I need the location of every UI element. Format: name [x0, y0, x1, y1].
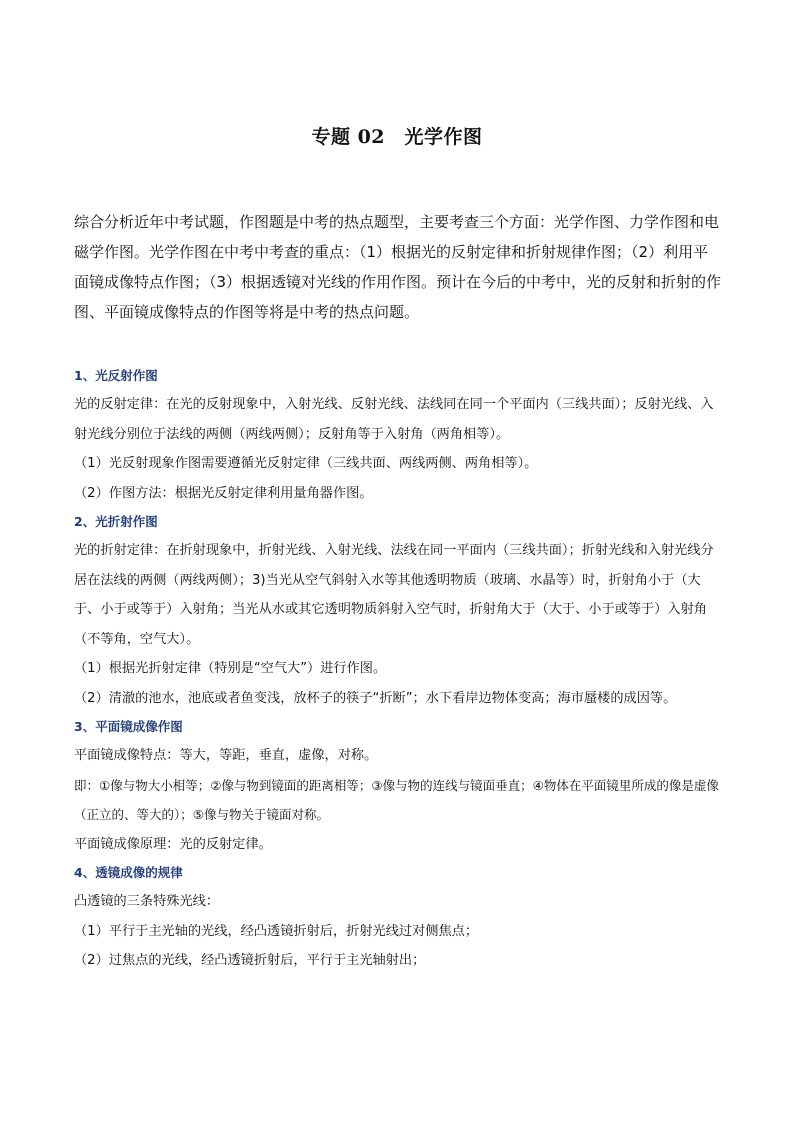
- paragraph: 即：①像与物大小相等；②像与物到镜面的距离相等；③像与物的连线与镜面垂直；④物体在平面镜里所成的像是虚像（正立的、等大的）；⑤像与物关于镜面对称。: [74, 777, 719, 822]
- paragraph: （2）清澈的池水，池底或者鱼变浅，放杯子的筷子“折断”；水下看岸边物体变高；海市蜃楼的成因等。: [74, 690, 677, 706]
- section-heading: 2、光折射作图: [74, 514, 158, 529]
- page-title: 专题 02 光学作图: [311, 126, 483, 148]
- section-lens: [74, 859, 724, 976]
- section-heading: 1、光反射作图: [74, 368, 158, 383]
- paragraph: 光的反射定律：在光的反射现象中，入射光线、反射光线、法线同在同一个平面内（三线共面）；反射光线、入射光线分别位于法线的两侧（两线两侧）；反射角等于入射角（两角相等）。: [74, 397, 714, 442]
- section-plane-mirror: [74, 713, 724, 859]
- content: [74, 362, 724, 976]
- paragraph: （2）过焦点的光线，经凸透镜折射后，平行于主光轴射出；: [74, 953, 426, 968]
- section-heading: 4、透镜成像的规律: [74, 865, 183, 880]
- section-reflection: [74, 362, 724, 508]
- paragraph: 平面镜成像原理：光的反射定律。: [74, 836, 272, 852]
- paragraph: （1）平行于主光轴的光线，经凸透镜折射后，折射光线过对侧焦点；: [74, 923, 479, 939]
- section-heading: 3、平面镜成像作图: [74, 719, 183, 734]
- section-refraction: [74, 508, 724, 713]
- intro-paragraph: 综合分析近年中考试题，作图题是中考的热点题型，主要考查三个方面：光学作图、力学作图和电磁学作图。光学作图在中考中考查的重点：（1）根据光的反射定律和折射规律作图；（2）利用平面镜成像特点作图；（3）根据透镜对光线的作用作图。预计在今后的中考中，光的反射和折射的作图、平面镜成像特点的作图等将是中考的热点问题。: [74, 213, 722, 321]
- paragraph: 平面镜成像特点：等大，等距，垂直，虚像，对称。: [74, 748, 378, 763]
- paragraph: （2）作图方法：根据光反射定律利用量角器作图。: [74, 485, 373, 501]
- paragraph: （1）光反射现象作图需要遵循光反射定律（三线共面、两线两侧、两角相等）。: [74, 456, 538, 471]
- paragraph: （1）根据光折射定律（特别是“空气大”）进行作图。: [74, 661, 387, 676]
- paragraph: 凸透镜的三条特殊光线：: [74, 894, 220, 909]
- paragraph: 光的折射定律：在折射现象中，折射光线、入射光线、法线在同一平面内（三线共面）；折射光线和入射光线分居在法线的两侧（两线两侧）；3)当光从空气斜射入水等其他透明物质（玻璃、水晶等）时，折射角小于（大于、小于或等于）入射角；当光从水或其它透明物质斜射入空气时，折射角大于（大于、小于或等于）入射角（不等角，空气大）。: [74, 543, 714, 647]
